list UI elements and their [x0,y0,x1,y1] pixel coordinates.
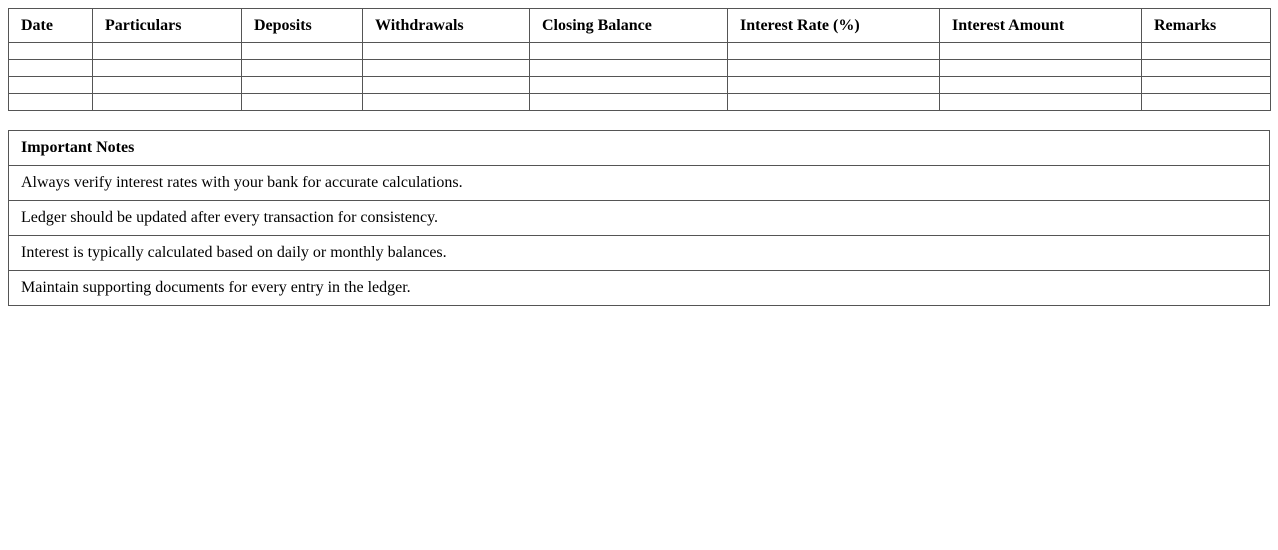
table-row [9,60,1271,77]
table-cell [93,43,242,60]
table-cell [9,60,93,77]
table-cell [93,60,242,77]
table-cell [1142,60,1271,77]
note-row [9,166,1270,201]
column-header-deposits: Deposits [242,9,363,43]
table-cell [9,94,93,111]
note-item: Ledger should be updated after every transaction for consistency. [9,201,1270,236]
column-header-withdrawals: Withdrawals [363,9,530,43]
table-cell [363,60,530,77]
table-cell [363,77,530,94]
table-cell [1142,43,1271,60]
column-header-date: Date [9,9,93,43]
note-row [9,201,1270,236]
table-cell [530,60,728,77]
table-cell [940,77,1142,94]
table-cell [940,43,1142,60]
note-row [9,236,1270,271]
important-notes-table [8,130,1270,306]
table-row [9,77,1271,94]
table-cell [363,43,530,60]
table-cell [940,60,1142,77]
notes-header-row [9,131,1270,166]
table-cell [1142,94,1271,111]
table-cell [530,77,728,94]
table-cell [530,94,728,111]
table-cell [530,43,728,60]
column-header-closing-balance: Closing Balance [530,9,728,43]
table-cell [242,43,363,60]
note-item: Maintain supporting documents for every entry in the ledger. [9,271,1270,306]
note-item: Always verify interest rates with your bank for accurate calculations. [9,166,1270,201]
note-row [9,271,1270,306]
column-header-remarks: Remarks [1142,9,1271,43]
ledger-table [8,8,1271,111]
table-cell [728,43,940,60]
table-cell [728,77,940,94]
column-header-interest-amount: Interest Amount [940,9,1142,43]
table-cell [1142,77,1271,94]
table-cell [363,94,530,111]
table-cell [9,77,93,94]
table-cell [728,94,940,111]
table-cell [242,94,363,111]
table-cell [242,60,363,77]
table-row [9,94,1271,111]
notes-heading: Important Notes [9,131,1270,166]
table-cell [242,77,363,94]
table-row [9,43,1271,60]
table-cell [728,60,940,77]
column-header-interest-rate: Interest Rate (%) [728,9,940,43]
table-cell [9,43,93,60]
ledger-header-row [9,9,1271,43]
table-cell [93,77,242,94]
table-cell [93,94,242,111]
table-cell [940,94,1142,111]
column-header-particulars: Particulars [93,9,242,43]
note-item: Interest is typically calculated based on daily or monthly balances. [9,236,1270,271]
